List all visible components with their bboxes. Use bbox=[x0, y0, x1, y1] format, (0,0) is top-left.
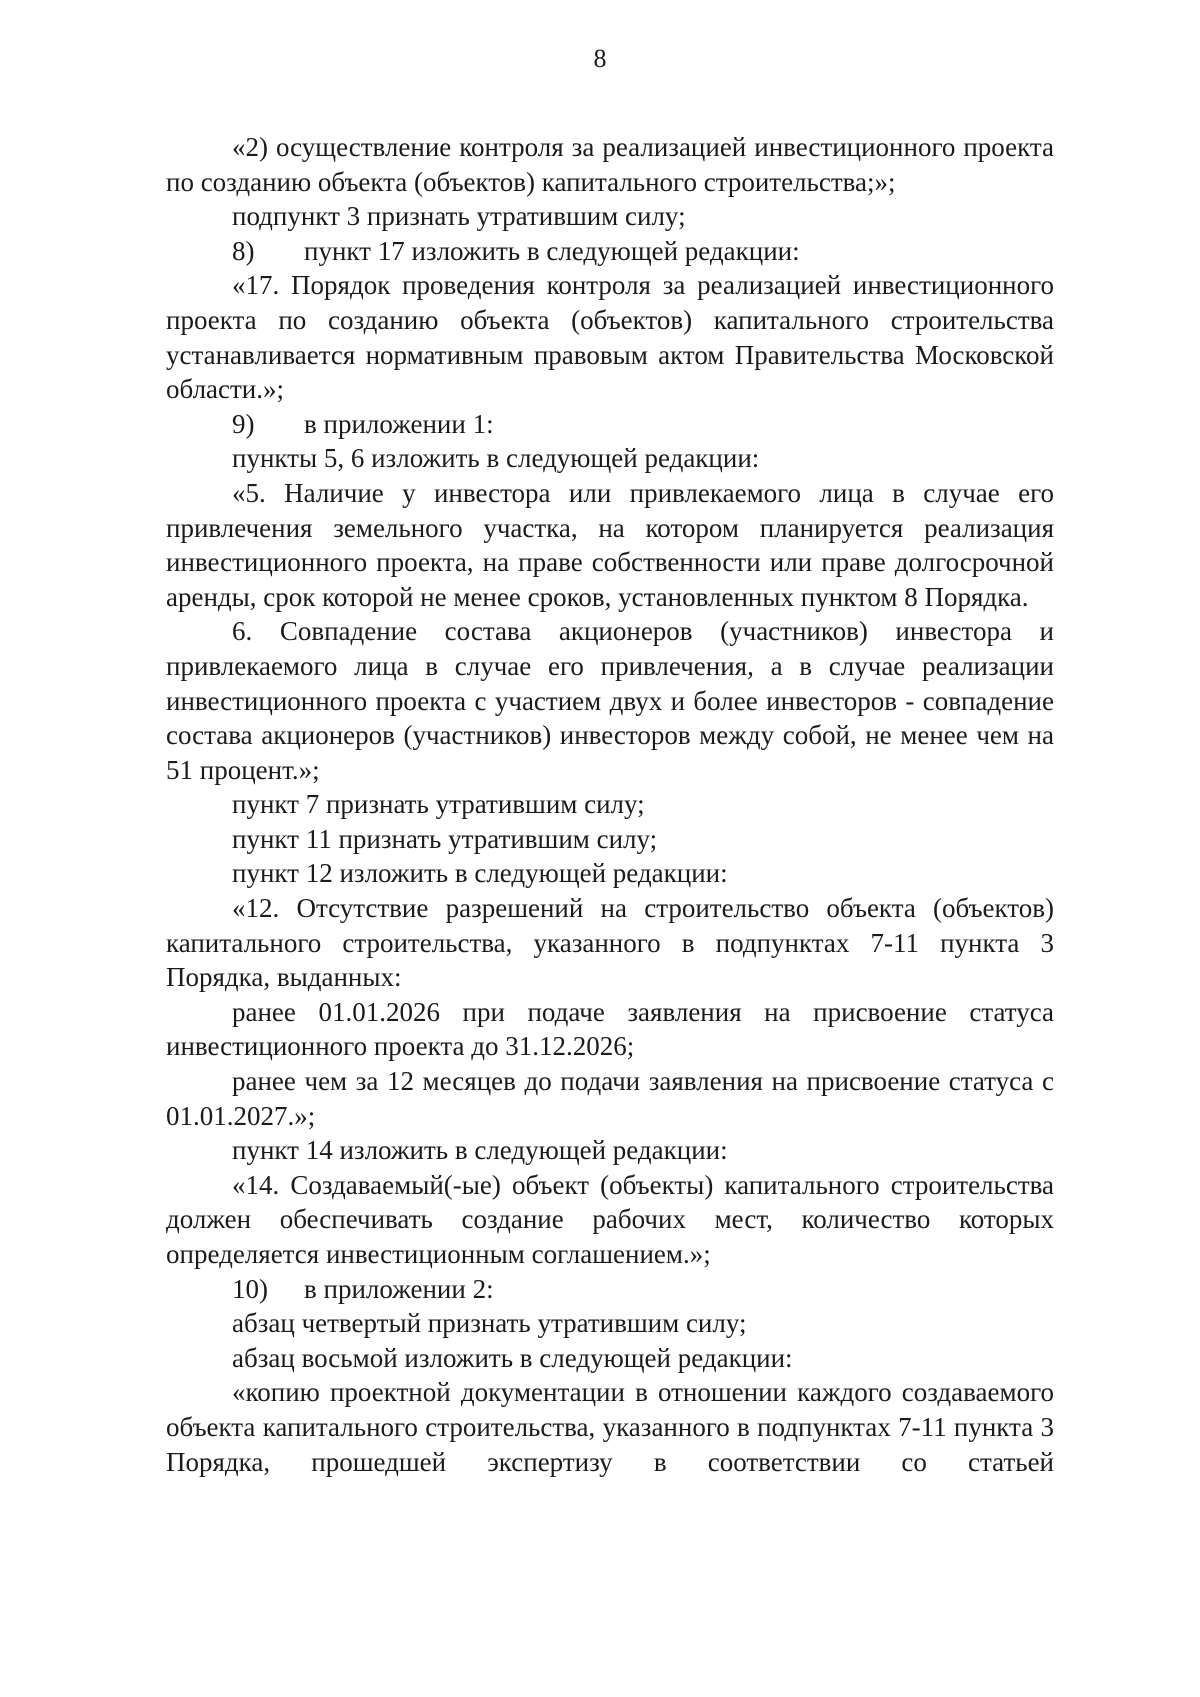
paragraph bbox=[166, 1341, 1054, 1376]
paragraph bbox=[166, 787, 1054, 822]
paragraph bbox=[166, 441, 1054, 476]
paragraph bbox=[166, 1306, 1054, 1341]
page-number: 8 bbox=[593, 44, 607, 73]
paragraph bbox=[166, 130, 1054, 199]
paragraph-text: пункт 11 признать утратившим силу; bbox=[232, 823, 658, 854]
paragraph bbox=[166, 995, 1054, 1064]
paragraph-text: «12. Отсутствие разрешений на строительство объекта (объектов) капитального строительства, указанного в подпунктах 7-11 пункта 3 Порядка, выданных: bbox=[166, 893, 1054, 993]
paragraph-text: в приложении 2: bbox=[304, 1273, 494, 1304]
paragraph bbox=[166, 1272, 1054, 1307]
paragraph-text: в приложении 1: bbox=[304, 408, 494, 439]
item-number: 9) bbox=[232, 408, 255, 439]
paragraph bbox=[166, 234, 1054, 269]
paragraph-text: «5. Наличие у инвестора или привлекаемого лица в случае его привлечения земельного участка, на котором планируется реализация инвестиционного проекта, на праве собственности или праве долгосрочной аренды, срок которой не менее сроков, установленных пунктом 8 Порядка. bbox=[166, 477, 1054, 612]
paragraph bbox=[166, 822, 1054, 857]
paragraph bbox=[166, 1133, 1054, 1168]
paragraph-text: 6. Совпадение состава акционеров (участников) инвестора и привлекаемого лица в случае его привлечения, а в случае реализации инвестиционного проекта с участием двух и более инвесторов - совпадение состава акционеров (участников) инвесторов между собой, не менее чем на 51 процент.»; bbox=[166, 616, 1054, 785]
paragraph-text: «14. Создаваемый(-ые) объект (объекты) капитального строительства должен обеспечивать создание рабочих мест, количество которых определяется инвестиционным соглашением.»; bbox=[166, 1169, 1054, 1269]
paragraph-text: абзац восьмой изложить в следующей редакции: bbox=[232, 1342, 793, 1373]
paragraph-text: пункт 7 признать утратившим силу; bbox=[232, 789, 645, 820]
paragraph bbox=[166, 614, 1054, 787]
paragraph-text: подпункт 3 признать утратившим силу; bbox=[232, 201, 686, 232]
paragraph bbox=[166, 856, 1054, 891]
paragraph-text: пункты 5, 6 изложить в следующей редакции: bbox=[232, 443, 760, 474]
paragraph-text: пункт 12 изложить в следующей редакции: bbox=[232, 858, 728, 889]
paragraph bbox=[166, 891, 1054, 995]
paragraph-text: «17. Порядок проведения контроля за реализацией инвестиционного проекта по созданию объекта (объектов) капитального строительства устанавливается нормативным правовым актом Правительства Московской области.»; bbox=[166, 270, 1054, 405]
paragraph-text: ранее чем за 12 месяцев до подачи заявления на присвоение статуса с 01.01.2027.»; bbox=[166, 1066, 1054, 1131]
paragraph-text: «2) осуществление контроля за реализацией инвестиционного проекта по созданию объекта (объектов) капитального строительства;»; bbox=[166, 132, 1054, 197]
paragraph bbox=[166, 268, 1054, 406]
item-number: 8) bbox=[232, 235, 255, 266]
document-body bbox=[166, 130, 1054, 1479]
paragraph-text: пункт 14 изложить в следующей редакции: bbox=[232, 1135, 728, 1166]
item-number: 10) bbox=[232, 1273, 268, 1304]
paragraph bbox=[166, 1375, 1054, 1479]
paragraph-text: абзац четвертый признать утратившим силу; bbox=[232, 1308, 747, 1339]
paragraph bbox=[166, 476, 1054, 614]
paragraph-text: ранее 01.01.2026 при подаче заявления на присвоение статуса инвестиционного проекта до 31.12.2026; bbox=[166, 996, 1054, 1062]
paragraph-text: «копию проектной документации в отношении каждого создаваемого объекта капитального строительства, указанного в подпунктах 7-11 пункта 3 Порядка, прошедшей экспертизу в соответствии со статьей bbox=[166, 1377, 1054, 1477]
paragraph bbox=[166, 199, 1054, 234]
paragraph-text: пункт 17 изложить в следующей редакции: bbox=[304, 235, 800, 266]
paragraph bbox=[166, 407, 1054, 442]
paragraph bbox=[166, 1168, 1054, 1272]
paragraph bbox=[166, 1064, 1054, 1133]
